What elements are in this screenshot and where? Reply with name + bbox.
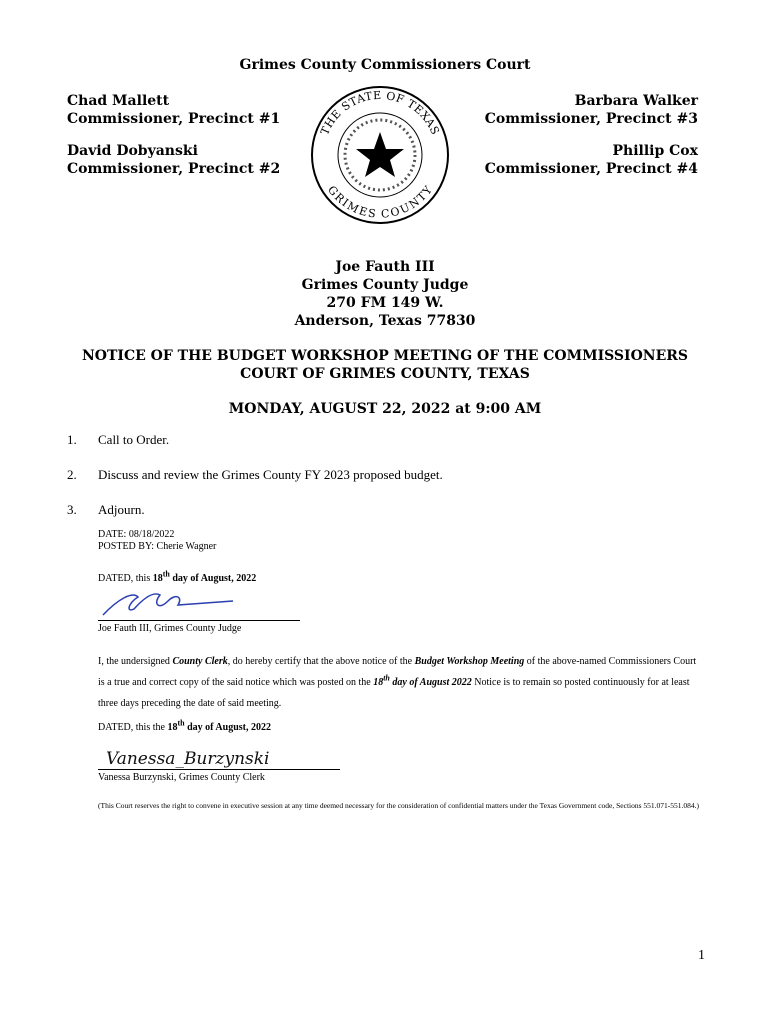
clerk-signature-icon: [98, 736, 298, 768]
posted-by: POSTED BY: Cherie Wagner: [98, 541, 217, 552]
text: DATED, this the: [98, 722, 168, 733]
svg-text:Vanessa_Burzynski: Vanessa_Burzynski: [106, 749, 270, 768]
notice-title: [0, 347, 770, 383]
clerk-signature-block: [98, 736, 703, 770]
title: Commissioner, Precinct #1: [67, 111, 281, 127]
footnote: (This Court reserves the right to convene in executive session at any time deemed necessary for the consideration of confidential matters under the Texas Government code, Sections 551.071-551.084.): [98, 801, 700, 810]
judge-address-1: 270 FM 149 W.: [326, 295, 444, 311]
commissioner-2: [67, 142, 280, 178]
text: day of August, 2022: [169, 573, 257, 584]
dated-line-1: [98, 571, 703, 587]
text: County Clerk: [172, 656, 228, 667]
text: th: [177, 718, 185, 728]
name: David Dobyanski: [67, 143, 198, 159]
agenda-text: Call to Order.: [98, 432, 170, 447]
judge-block: [0, 258, 770, 330]
seal-text-top: THE STATE OF TEXAS: [318, 88, 442, 137]
judge-name: Joe Fauth III: [335, 259, 435, 275]
title: Commissioner, Precinct #3: [484, 111, 698, 127]
court-title: Grimes County Commissioners Court: [239, 57, 531, 73]
judge-signature-label: Joe Fauth III, Grimes County Judge: [98, 623, 242, 634]
seal-text-bottom: GRIMES COUNTY: [325, 183, 436, 221]
text: day of August, 2022: [184, 722, 271, 733]
text: DATED, this: [98, 573, 153, 584]
agenda-item: [67, 502, 145, 518]
agenda-text: Adjourn.: [98, 502, 145, 517]
text: 18: [373, 677, 384, 688]
text: , do hereby certify that the above notice of the: [227, 656, 415, 667]
judge-title: Grimes County Judge: [301, 277, 469, 293]
meeting-date: MONDAY, AUGUST 22, 2022 at 9:00 AM: [228, 401, 542, 417]
svg-text:GRIMES COUNTY: [325, 183, 435, 220]
text: I, the undersigned: [98, 656, 173, 667]
text: 18: [152, 573, 163, 584]
judge-address-2: Anderson, Texas 77830: [294, 313, 476, 329]
commissioner-1: [67, 92, 280, 128]
agenda-num: 3.: [67, 502, 77, 517]
text: th: [162, 569, 170, 579]
text: of the above-named Commissioners Court is a true and correct copy of the said notice which was posted on the: [98, 656, 697, 688]
notice-title-line-2: COURT OF GRIMES COUNTY, TEXAS: [240, 366, 530, 382]
text: 18: [167, 722, 178, 733]
title: Commissioner, Precinct #4: [484, 161, 698, 177]
name: Phillip Cox: [612, 143, 698, 159]
signature-line: [98, 769, 340, 770]
posting-section: [98, 529, 703, 811]
posted-date: DATE: 08/18/2022: [98, 529, 175, 540]
clerk-certification: [98, 651, 703, 714]
clerk-signature-label: Vanessa Burzynski, Grimes County Clerk: [98, 772, 265, 783]
text: Notice is to remain so posted continuously for at least three days preceding the date of said meeting.: [98, 677, 690, 709]
name: Barbara Walker: [574, 93, 698, 109]
agenda-num: 2.: [67, 467, 77, 482]
text: th: [383, 673, 390, 683]
judge-signature-icon: [98, 587, 238, 619]
commissioner-4: [485, 142, 698, 178]
name: Chad Mallett: [67, 93, 170, 109]
agenda-num: 1.: [67, 432, 77, 447]
judge-signature-block: [98, 587, 703, 621]
agenda-item: [67, 432, 169, 448]
commissioner-3: [485, 92, 698, 128]
text: Budget Workshop Meeting: [414, 656, 525, 667]
agenda-item: [67, 467, 443, 483]
texas-seal-icon: [310, 80, 450, 230]
notice-title-line-1: NOTICE OF THE BUDGET WORKSHOP MEETING OF THE COMMISSIONERS: [82, 348, 688, 364]
text: day of August 2022: [389, 677, 472, 688]
title: Commissioner, Precinct #2: [67, 161, 281, 177]
page-number: 1: [698, 948, 705, 963]
dated-line-2: [98, 720, 703, 736]
agenda-text: Discuss and review the Grimes County FY 2023 proposed budget.: [98, 467, 443, 482]
signature-line: [98, 620, 300, 621]
